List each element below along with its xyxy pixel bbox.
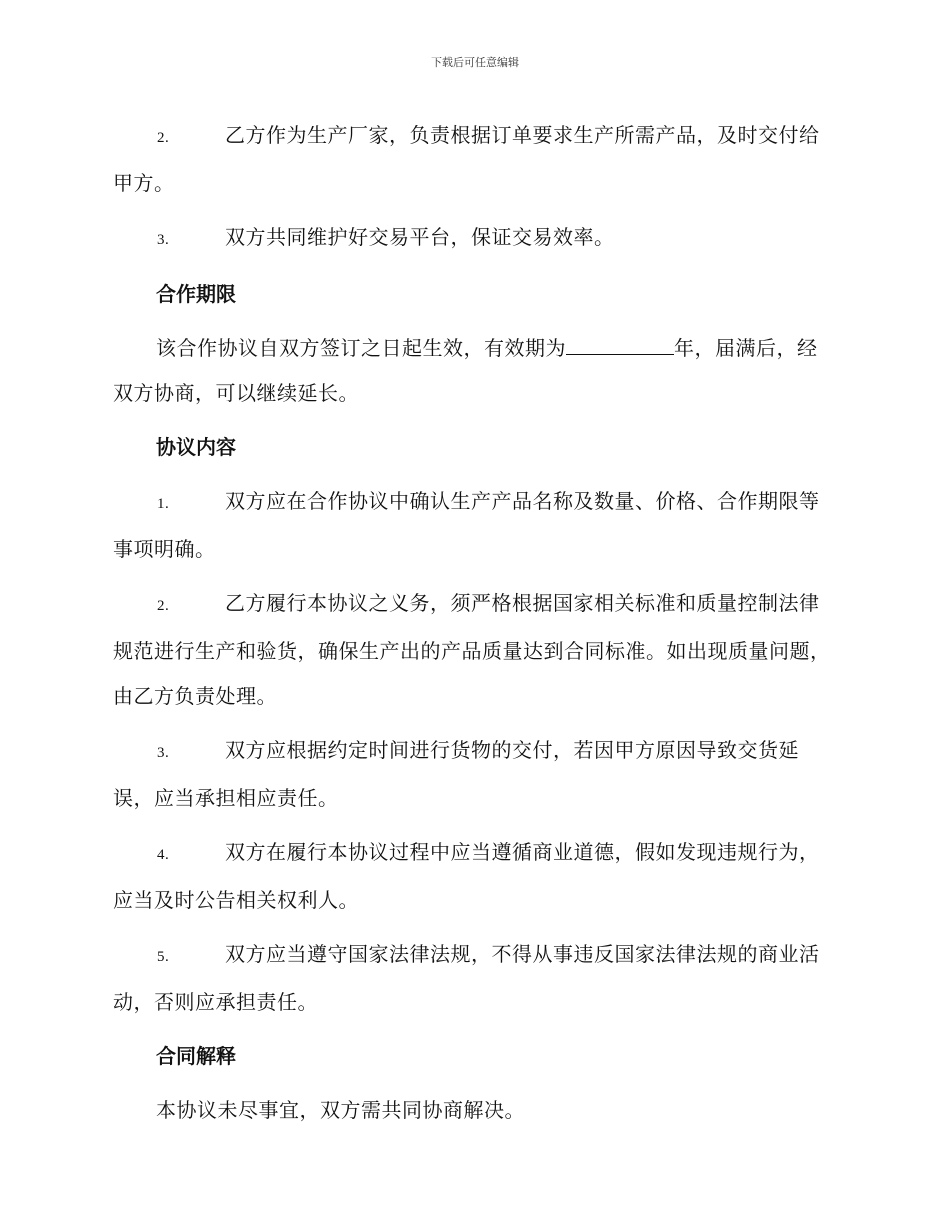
list-item (113, 728, 835, 821)
list-item (113, 830, 835, 923)
item-number: 3. (157, 745, 170, 761)
item-text: 双方应根据约定时间进行货物的交付，若因甲方原因导致交货延误，应当承担相应责任。 (113, 738, 799, 810)
item-number: 1. (157, 496, 170, 512)
section-heading-content: 协议内容 (156, 435, 236, 459)
document-body (113, 113, 835, 1142)
fill-in-blank (566, 332, 674, 355)
list-item (113, 479, 835, 572)
item-text: 乙方履行本协议之义务，须严格根据国家相关标准和质量控制法律规范进行生产和验货，确保生产出的产品质量达到合同标准。如出现质量问题，由乙方负责处理。 (113, 591, 831, 708)
item-number: 5. (157, 949, 170, 965)
term-paragraph (113, 326, 835, 416)
item-text: 乙方作为生产厂家，负责根据订单要求生产所需产品，及时交付给甲方。 (113, 123, 820, 195)
item-text: 双方在履行本协议过程中应当遵循商业道德，假如发现违规行为，应当及时公告相关权利人。 (113, 840, 820, 912)
item-text: 双方应在合作协议中确认生产产品名称及数量、价格、合作期限等事项明确。 (113, 489, 820, 561)
list-item (113, 113, 835, 206)
section-heading-interpretation: 合同解释 (156, 1044, 236, 1068)
list-item (113, 581, 835, 719)
interpretation-paragraph: 本协议未尽事宜，双方需共同协商解决。 (156, 1098, 525, 1122)
section-heading-term: 合作期限 (156, 282, 236, 306)
item-text: 双方应当遵守国家法律法规，不得从事违反国家法律法规的商业活动，否则应承担责任。 (113, 942, 820, 1014)
item-text: 双方共同维护好交易平台，保证交易效率。 (225, 225, 615, 249)
item-number: 2. (157, 598, 170, 614)
item-number: 3. (157, 232, 170, 248)
item-number: 4. (157, 847, 170, 863)
list-item (113, 932, 835, 1025)
item-number: 2. (157, 130, 170, 146)
list-item (113, 215, 835, 263)
term-text-before: 该合作协议自双方签订之日起生效，有效期为 (156, 336, 566, 360)
page-header-note: 下载后可任意编辑 (431, 56, 519, 69)
term-text-after: 年，届满后，经双方协商，可以继续延长。 (113, 336, 818, 405)
